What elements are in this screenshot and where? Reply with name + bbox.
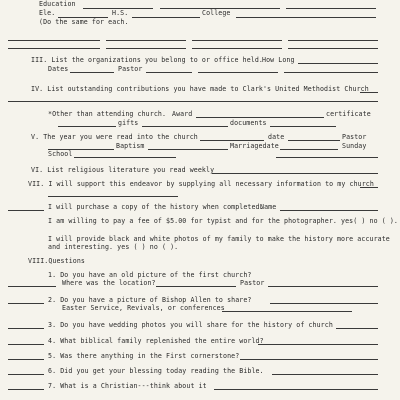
school-line-2 [276,157,378,158]
award-line [196,117,324,118]
name-line [280,210,378,211]
same-note: (Do the same for each. [39,18,129,26]
college-line [236,17,376,18]
blank-line-a2 [106,40,186,41]
q7-answer-line [8,389,44,390]
q3-answer-line [8,328,44,329]
gifts-label: gifts [118,119,139,127]
question-1b: Where was the location? [62,279,156,287]
support-line-1 [360,187,378,188]
q2-line-2 [222,311,352,312]
marriagedate-label: Marriagedate [230,142,279,150]
q7-line [214,389,378,390]
section-viii-label: VIII.Questions [28,257,85,265]
education-line-3 [286,8,376,9]
contrib-line-2 [8,101,378,102]
gifts-line-2 [142,126,228,127]
school-label: School [48,150,73,158]
q6-line [272,374,378,375]
pay-text: I am willing to pay a fee of $5.00 for typist and for the photographer. yes( ) no ( ). [48,217,398,225]
q4-answer-line [8,344,44,345]
date-label: date [268,133,285,141]
question-6: 6. Did you get your blessing today reading the Bible. [48,367,264,375]
baptism-label: Baptism [116,142,145,150]
q6-answer-line [8,374,44,375]
sunday-label: Sunday [342,142,367,150]
date-line [288,140,340,141]
location-line [156,286,236,287]
blank-line-a4 [288,40,378,41]
question-7: 7. What is a Christian---think about it [48,382,207,390]
question-5: 5. Was there anything in the First cornerstone? [48,352,240,360]
pastor-line-iii [146,72,192,73]
section-vi-label: VI. List religious literature you read weekly [31,166,215,174]
education-label: Education [39,0,76,8]
documents-label: documents [230,119,267,127]
blank-line-a3 [192,40,282,41]
section-vii-label: VII. I will support this endeavor by supplying all necessary information to my church [28,180,374,188]
contrib-line-1 [360,92,378,93]
q5-answer-line [8,359,44,360]
question-2b: Easter Service, Revivals, or conferences [62,304,225,312]
how-long-line [298,63,378,64]
blank-line-b2 [106,48,186,49]
other-note: *Other than attending church. [48,110,167,118]
school-line [74,157,176,158]
award-label: Award [172,110,193,118]
section-iv-label: IV. List outstanding contributions you have made to Clark's United Methodist Church [31,85,369,93]
hs-label: H.S. [112,9,129,17]
blank-line-b1 [8,48,100,49]
college-label: College [202,9,231,17]
photos-text-2: and interesting. yes ( ) no ( ). [48,243,179,251]
name-label: Name [260,203,277,211]
question-1a: 1. Do you have an old picture of the first church? [48,271,252,279]
baptism-line [148,149,228,150]
documents-line [270,126,336,127]
dates-line [70,72,114,73]
question-3: 3. Do you have wedding photos you will share for the history of church [48,321,333,329]
q3-line [336,328,378,329]
blank-line-b3 [192,48,282,49]
purchase-text: I will purchase a copy of the history when completed. [48,203,264,211]
pastor-label-iii: Pastor [118,65,143,73]
q5-line [240,359,378,360]
q1-pastor-line [268,286,378,287]
q1-pastor-label: Pastor [240,279,265,287]
ele-label: Ele. [39,9,56,17]
marriagedate-line [280,149,338,150]
q1-answer-line [8,286,56,287]
pastor-label-v: Pastor [342,133,367,141]
blank-line-b4 [288,48,378,49]
gifts-line [58,126,116,127]
question-2a: 2. Do you have a picture of Bishop Allen to share? [48,296,252,304]
question-4: 4. What biblical family replenished the entire world? [48,337,264,345]
q2-line-1 [270,303,378,304]
read-in-year-line [200,140,264,141]
hs-line [132,17,200,18]
support-line-2 [48,196,178,197]
org-line-3 [284,72,378,73]
org-line-2 [198,72,278,73]
certificate-label: certificate [326,110,371,118]
literature-line [212,173,378,174]
section-iii-label: III. List the organizations you belong to or office held. [31,56,263,64]
photos-text-1: I will provide black and white photos of my family to make the history more accurate [48,235,390,243]
blank-line-a1 [8,40,100,41]
how-long-label: How Long [262,56,295,64]
q2-answer-line [8,303,44,304]
q4-line [258,344,378,345]
section-v-label: V. The year you were read into the church [31,133,198,141]
purchase-line [8,210,44,211]
dates-label: Dates [48,65,69,73]
